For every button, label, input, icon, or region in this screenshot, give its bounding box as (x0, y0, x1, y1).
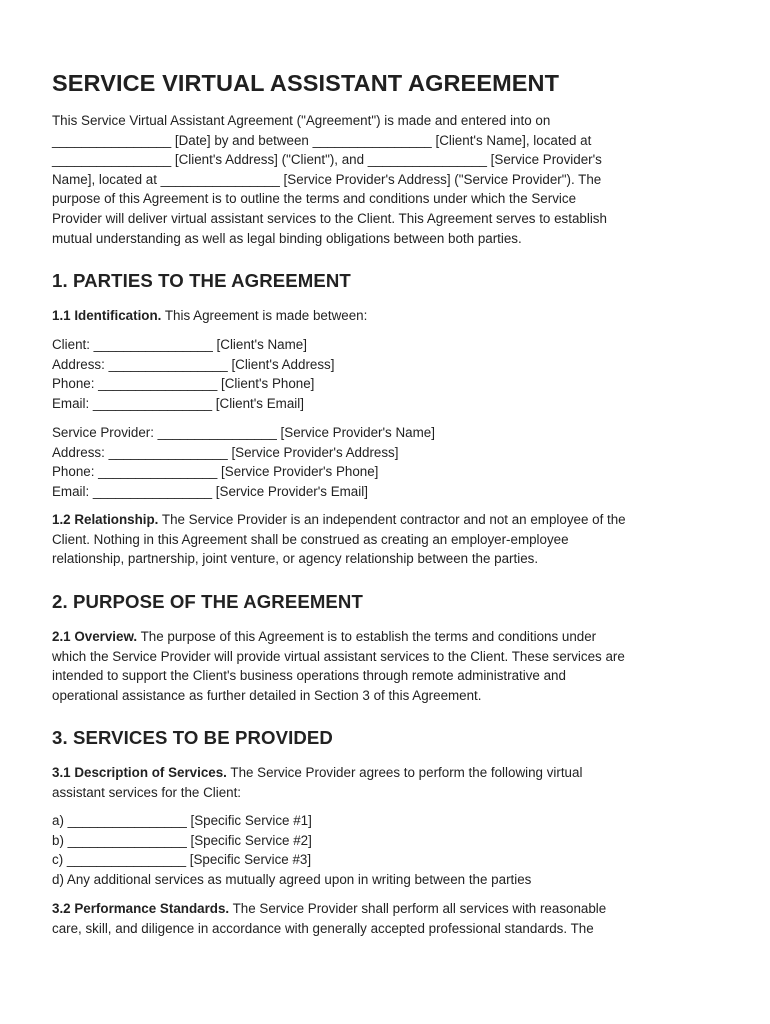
section-2-1-label: 2.1 Overview. (52, 629, 138, 644)
service-list-item: a) ________________ [Specific Service #1] (52, 813, 312, 828)
service-list-item: d) Any additional services as mutually agreed upon in writing between the parties (52, 871, 532, 887)
intro-line: mutual understanding as well as legal binding obligations between both parties. (52, 230, 522, 246)
intro-line: This Service Virtual Assistant Agreement ("Agreement") is made and entered into on (52, 113, 551, 128)
client-line: Client: ________________ [Client's Name] (52, 337, 307, 352)
provider-line: Email: ________________ [Service Provider's Email] (52, 483, 368, 499)
intro-line: Provider will deliver virtual assistant services to the Client. This Agreement serves to establish (52, 210, 607, 226)
section-2-heading: 2. PURPOSE OF THE AGREEMENT (52, 591, 363, 612)
provider-line: Service Provider: ________________ [Service Provider's Name] (52, 425, 435, 440)
client-line: Phone: ________________ [Client's Phone] (52, 376, 315, 392)
section-2-1-line: The purpose of this Agreement is to establish the terms and conditions under (137, 629, 597, 644)
section-2-1-line: operational assistance as further detailed in Section 3 of this Agreement. (52, 687, 482, 703)
service-list-item: b) ________________ [Specific Service #2] (52, 832, 312, 848)
section-1-1-paragraph (52, 306, 720, 326)
section-1-heading: 1. PARTIES TO THE AGREEMENT (52, 270, 351, 291)
section-1-1-text: This Agreement is made between: (161, 308, 368, 323)
section-1-2-line: The Service Provider is an independent contractor and not an employee of the (158, 512, 626, 527)
intro-line: ________________ [Client's Address] ("Client"), and ________________ [Service Provider's (52, 152, 602, 168)
section-3-1-line: The Service Provider agrees to perform the following virtual (226, 765, 583, 780)
section-3-1-paragraph (52, 763, 720, 802)
client-line: Address: ________________ [Client's Address] (52, 356, 335, 372)
section-1-2-line: relationship, partnership, joint venture, or agency relationship between the parties. (52, 551, 539, 567)
section-3-1-line: assistant services for the Client: (52, 784, 242, 800)
section-1-2-label: 1.2 Relationship. (52, 512, 159, 527)
section-1-2-line: Client. Nothing in this Agreement shall be construed as creating an employer-employee (52, 531, 569, 547)
section-2-1-paragraph (52, 627, 720, 705)
provider-line: Phone: ________________ [Service Provider's Phone] (52, 464, 379, 480)
section-3-2-line: The Service Provider shall perform all services with reasonable (229, 901, 607, 916)
provider-line: Address: ________________ [Service Provider's Address] (52, 444, 399, 460)
section-3-2-paragraph (52, 899, 720, 938)
intro-line: ________________ [Date] by and between ________________ [Client's Name], located at (52, 132, 592, 148)
intro-paragraph (52, 111, 720, 248)
client-info-block (52, 335, 720, 413)
section-3-1-label: 3.1 Description of Services. (52, 765, 227, 780)
intro-line: purpose of this Agreement is to outline the terms and conditions under which the Service (52, 191, 577, 207)
service-list-item: c) ________________ [Specific Service #3] (52, 852, 312, 868)
provider-info-block (52, 423, 720, 501)
section-1-1-label: 1.1 Identification. (52, 308, 162, 323)
service-list (52, 811, 720, 889)
section-2-1-line: intended to support the Client's business operations through remote administrative and (52, 668, 566, 684)
client-line: Email: ________________ [Client's Email] (52, 395, 304, 411)
section-3-2-label: 3.2 Performance Standards. (52, 901, 230, 916)
intro-line: Name], located at ________________ [Service Provider's Address] ("Service Provider"). The (52, 171, 602, 187)
section-1-2-paragraph (52, 510, 720, 569)
document-title: SERVICE VIRTUAL ASSISTANT AGREEMENT (52, 70, 560, 96)
section-2-1-line: which the Service Provider will provide virtual assistant services to the Client. These services are (52, 648, 625, 664)
section-3-2-line: care, skill, and diligence in accordance with generally accepted professional standards. The (52, 920, 594, 936)
section-3-heading: 3. SERVICES TO BE PROVIDED (52, 727, 333, 748)
